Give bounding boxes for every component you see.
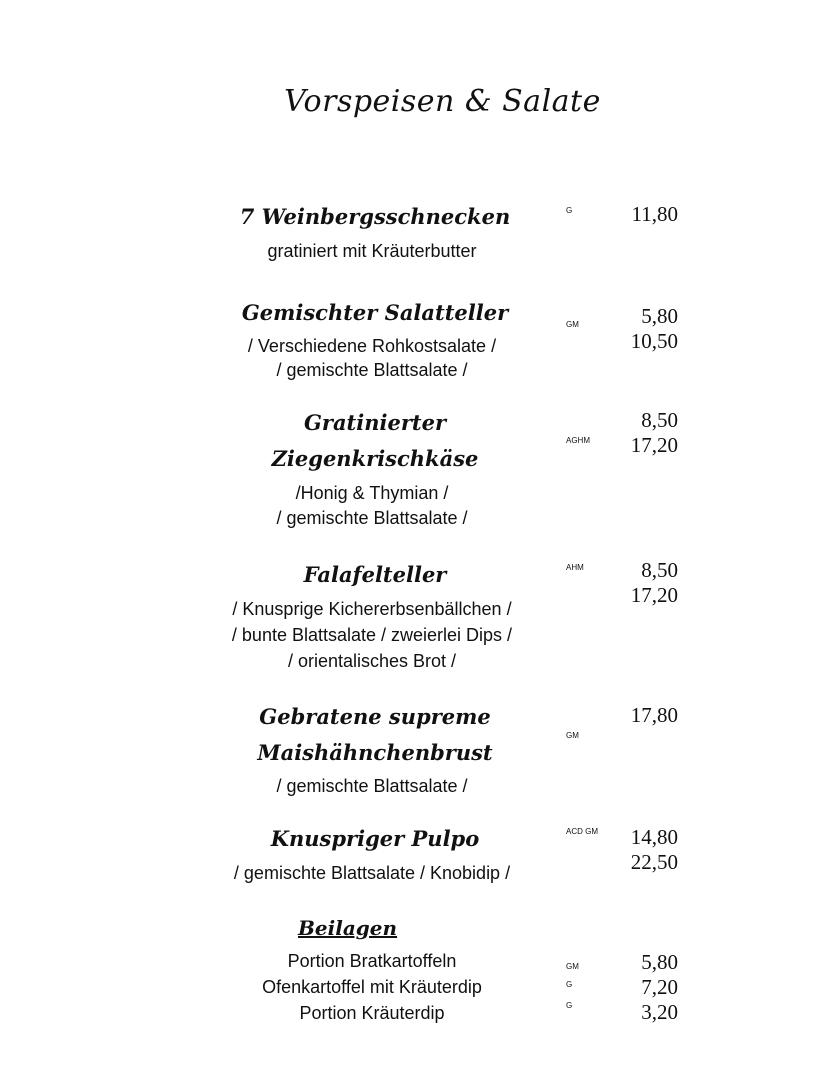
dish-name: 7 Weinbergsschnecken (239, 204, 511, 229)
allergen-codes: GM (566, 320, 579, 329)
price: 8,50 (641, 558, 678, 582)
dish-description: / gemischte Blattsalate / (276, 508, 468, 528)
price: 11,80 (631, 202, 678, 226)
dish-name: Ziegenkrischkäse (271, 446, 479, 471)
dish-name: Gratinierter (303, 410, 447, 435)
dish-name: Gemischter Salatteller (241, 300, 509, 325)
dish-description: /Honig & Thymian / (295, 483, 449, 503)
dish-name: Knuspriger Pulpo (270, 826, 480, 851)
dish-description: / Verschiedene Rohkostsalate / (247, 336, 497, 356)
dish-description: / Knusprige Kichererbsenbällchen / (232, 599, 512, 619)
price: 17,80 (630, 703, 678, 727)
dish-description: / gemischte Blattsalate / (276, 360, 468, 380)
allergen-codes: G (566, 206, 573, 215)
dish-description: / gemischte Blattsalate / Knobidip / (233, 863, 511, 883)
allergen-codes: AGHM (566, 436, 590, 445)
price: 22,50 (630, 850, 678, 874)
dish-description: / bunte Blattsalate / zweierlei Dips / (231, 625, 513, 645)
allergen-codes: G (566, 1001, 573, 1010)
side-item-name: Portion Kräuterdip (299, 1003, 445, 1023)
allergen-codes: GM (566, 731, 579, 740)
dish-description: / orientalisches Brot / (287, 651, 457, 671)
allergen-codes: ACD GM (566, 827, 598, 836)
price: 3,20 (641, 1000, 678, 1024)
price: 7,20 (641, 975, 678, 999)
price: 5,80 (641, 950, 678, 974)
allergen-codes: AHM (566, 563, 584, 572)
price: 14,80 (630, 825, 678, 849)
dish-name: Maishähnchenbrust (257, 740, 493, 765)
price: 17,20 (630, 583, 678, 607)
side-item-name: Portion Bratkartoffeln (287, 951, 457, 971)
dish-description: gratiniert mit Kräuterbutter (267, 241, 477, 261)
allergen-codes: GM (566, 962, 579, 971)
dish-description: / gemischte Blattsalate / (276, 776, 468, 796)
page-title: Vorspeisen & Salate (284, 84, 601, 119)
price: 17,20 (630, 433, 678, 457)
price: 5,80 (641, 304, 678, 328)
price: 10,50 (630, 329, 678, 353)
allergen-codes: G (566, 980, 573, 989)
price: 8,50 (641, 408, 678, 432)
section-heading: Beilagen (298, 916, 398, 940)
side-item-name: Ofenkartoffel mit Kräuterdip (262, 977, 482, 997)
dish-name: Gebratene supreme (259, 704, 491, 729)
dish-name: Falafelteller (303, 562, 447, 587)
